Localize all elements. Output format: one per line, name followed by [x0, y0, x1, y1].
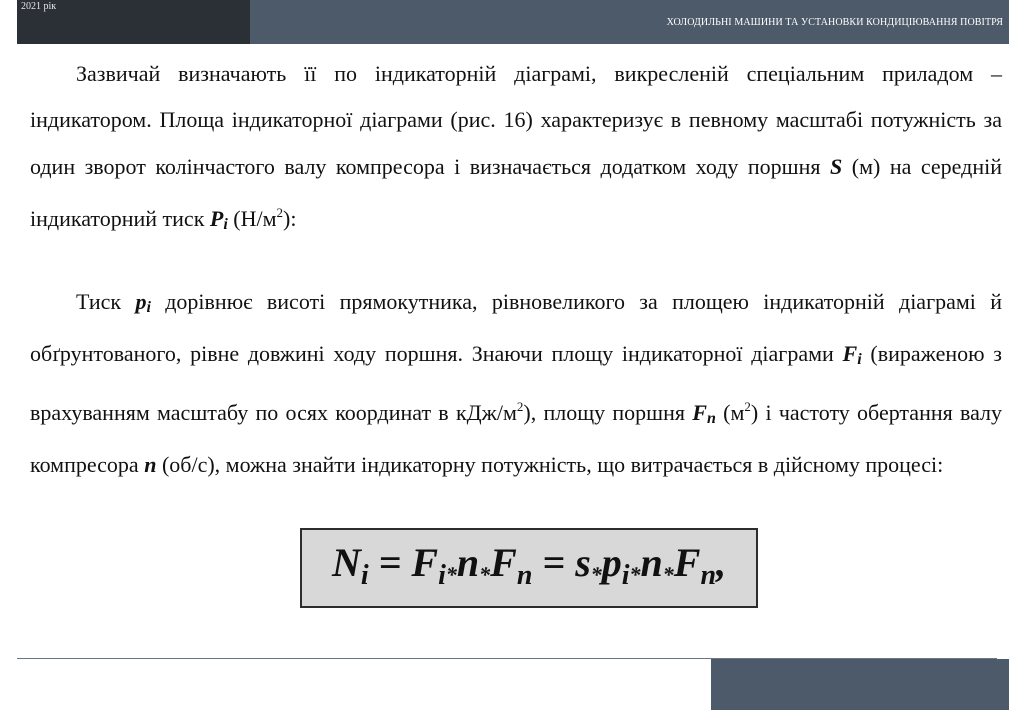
- paragraph-2: Тиск pi дорівнює висоті прямокутника, рівновеликого за площею індикаторній діаграмі й обґрунтованого, рівне довжині ходу поршня. Знаючи площу індикаторної діаграми Fi (вираженою з врахуванням масштабу по осях координат в кДж/$м^2$), площу поршня Fn $(м^2)$ і частоту обертання валу компресора n (об/с), можна знайти індикаторну потужність, що витрачається в дійсному процесі:: [30, 289, 1003, 477]
- year-box: [17, 0, 250, 44]
- year-label: 2021 рік: [21, 1, 57, 12]
- power-formula: $N_i = F_i*n*F_n = s*p_i*n*F_n$,: [331, 540, 727, 591]
- symbol-n: n: [144, 451, 157, 477]
- symbol-F: F: [842, 341, 858, 367]
- paragraph-1: Зазвичай визначають її по індикаторній діаграмі, викресленій спеціальним приладом – індикатором. Площа індикаторної діаграми (рис. 16) характеризує в певному масштабі потужність за один зворот колінчастого валу компресора і визначається додатком ходу поршня S (м) на середній індикаторний тиск Pi $(Н/м^2)$:: [30, 61, 1002, 233]
- formula-box: [300, 528, 758, 608]
- symbol-p: p: [135, 289, 147, 314]
- symbol-P: P: [209, 205, 224, 231]
- header-bar: [250, 0, 1009, 44]
- footer-bar: [711, 659, 1009, 710]
- symbol-Fn: F: [692, 399, 707, 425]
- symbol-s: S: [830, 153, 843, 179]
- document-title: ХОЛОДИЛЬНІ МАШИНИ ТА УСТАНОВКИ КОНДИЦІЮВАННЯ ПОВІТРЯ: [666, 17, 1003, 28]
